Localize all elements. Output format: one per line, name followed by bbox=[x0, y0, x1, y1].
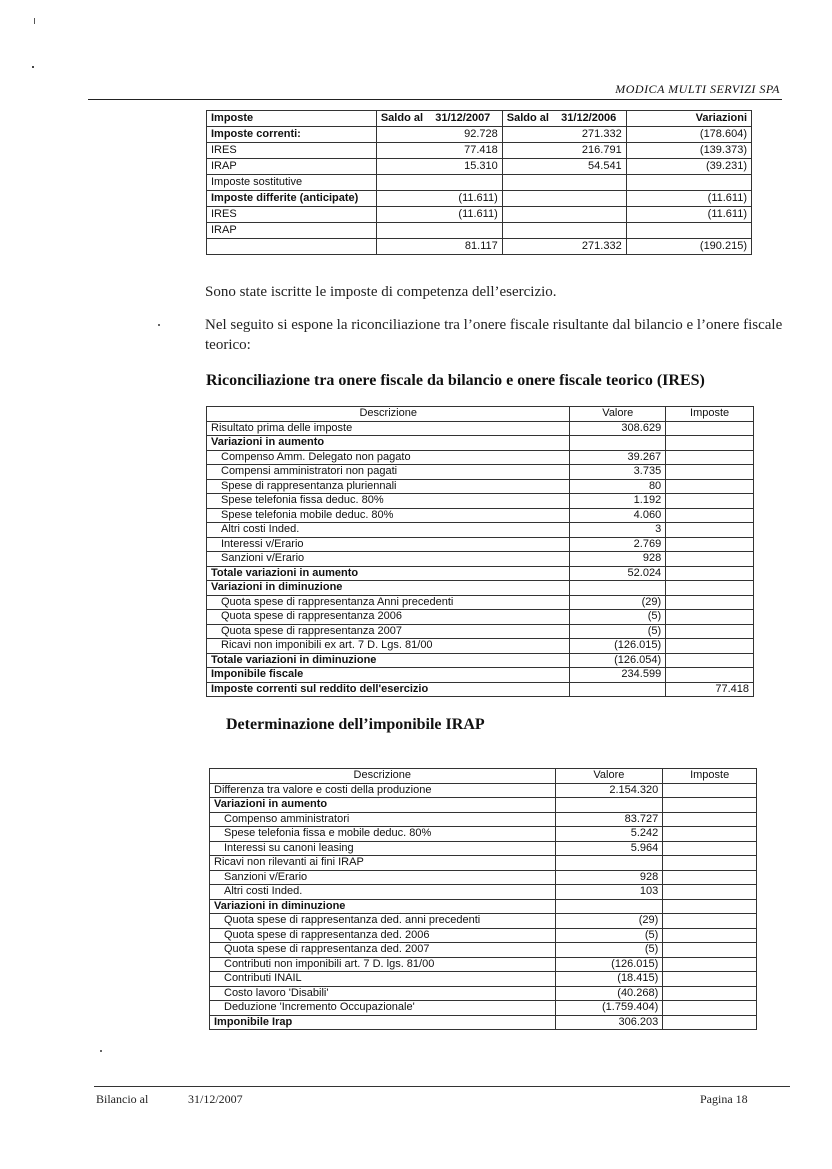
scan-mark bbox=[32, 66, 34, 68]
total-row bbox=[210, 1015, 757, 1030]
header-cell: Variazioni bbox=[626, 111, 751, 127]
header-cell: Valore bbox=[555, 769, 663, 784]
tax-cell bbox=[663, 856, 757, 871]
table-row bbox=[210, 885, 757, 900]
tax-cell bbox=[663, 1001, 757, 1016]
header-cell: Saldo al 31/12/2006 bbox=[502, 111, 626, 127]
row-label: Compenso Amm. Delegato non pagato bbox=[207, 450, 570, 465]
tax-cell bbox=[666, 436, 754, 451]
value-cell bbox=[555, 798, 663, 813]
tax-cell bbox=[666, 537, 754, 552]
table-row bbox=[207, 653, 754, 668]
row-label: Totale variazioni in diminuzione bbox=[207, 653, 570, 668]
tax-cell bbox=[666, 624, 754, 639]
value-cell: (29) bbox=[570, 595, 666, 610]
tax-cell bbox=[663, 885, 757, 900]
row-label: Imposte sostitutive bbox=[207, 175, 377, 191]
value-cell bbox=[502, 207, 626, 223]
ires-table bbox=[206, 406, 754, 697]
table-row bbox=[210, 812, 757, 827]
tax-cell bbox=[666, 450, 754, 465]
row-label: Variazioni in aumento bbox=[210, 798, 556, 813]
row-label: Imposte correnti: bbox=[207, 127, 377, 143]
table-row bbox=[210, 972, 757, 987]
value-cell: 3.735 bbox=[570, 465, 666, 480]
row-label: Ricavi non imponibili ex art. 7 D. Lgs. 81/00 bbox=[207, 639, 570, 654]
row-label: Imponibile fiscale bbox=[207, 668, 570, 683]
tax-cell bbox=[666, 581, 754, 596]
value-cell: (29) bbox=[555, 914, 663, 929]
tax-cell bbox=[663, 783, 757, 798]
header-cell: Descrizione bbox=[210, 769, 556, 784]
value-cell: (5) bbox=[555, 928, 663, 943]
value-cell: 15.310 bbox=[376, 159, 502, 175]
value-cell bbox=[502, 175, 626, 191]
value-cell: (5) bbox=[555, 943, 663, 958]
row-label: IRES bbox=[207, 207, 377, 223]
table-header-row bbox=[207, 407, 754, 422]
table-row bbox=[207, 421, 754, 436]
table-header-row bbox=[210, 769, 757, 784]
value-cell: (40.268) bbox=[555, 986, 663, 1001]
table-row bbox=[207, 436, 754, 451]
row-label: Spese telefonia fissa e mobile deduc. 80% bbox=[210, 827, 556, 842]
value-cell bbox=[555, 856, 663, 871]
table-row bbox=[210, 928, 757, 943]
table-row bbox=[210, 986, 757, 1001]
value-cell: (126.015) bbox=[555, 957, 663, 972]
table-row bbox=[207, 566, 754, 581]
value-cell bbox=[626, 175, 751, 191]
table-row bbox=[207, 175, 752, 191]
table-row bbox=[207, 127, 752, 143]
row-label: Sanzioni v/Erario bbox=[210, 870, 556, 885]
table-row bbox=[207, 639, 754, 654]
tax-cell bbox=[666, 595, 754, 610]
table-row bbox=[207, 494, 754, 509]
value-cell: 80 bbox=[570, 479, 666, 494]
value-cell: 77.418 bbox=[376, 143, 502, 159]
table-row bbox=[207, 552, 754, 567]
row-label: Quota spese di rappresentanza Anni precedenti bbox=[207, 595, 570, 610]
table-row bbox=[210, 856, 757, 871]
scan-mark bbox=[100, 1050, 102, 1052]
value-cell: 39.267 bbox=[570, 450, 666, 465]
value-cell: 83.727 bbox=[555, 812, 663, 827]
row-label: Deduzione 'Incremento Occupazionale' bbox=[210, 1001, 556, 1016]
row-label: Sanzioni v/Erario bbox=[207, 552, 570, 567]
scan-mark bbox=[34, 18, 35, 24]
table-row bbox=[210, 798, 757, 813]
value-cell bbox=[502, 191, 626, 207]
row-label: Variazioni in diminuzione bbox=[210, 899, 556, 914]
value-cell bbox=[502, 223, 626, 239]
row-label: Compensi amministratori non pagati bbox=[207, 465, 570, 480]
total-cell: (190.215) bbox=[626, 239, 751, 255]
total-row bbox=[207, 682, 754, 697]
value-cell: 54.541 bbox=[502, 159, 626, 175]
row-label: Contributi non imponibili art. 7 D. lgs. 81/00 bbox=[210, 957, 556, 972]
table-row bbox=[207, 595, 754, 610]
value-cell bbox=[376, 175, 502, 191]
table-row bbox=[207, 207, 752, 223]
tax-cell bbox=[663, 972, 757, 987]
table-row bbox=[207, 191, 752, 207]
tax-cell bbox=[663, 812, 757, 827]
row-label: Differenza tra valore e costi della produzione bbox=[210, 783, 556, 798]
table-row bbox=[207, 223, 752, 239]
row-label: Spese di rappresentanza pluriennali bbox=[207, 479, 570, 494]
table-row bbox=[210, 957, 757, 972]
value-cell: 2.154.320 bbox=[555, 783, 663, 798]
tax-cell bbox=[666, 508, 754, 523]
value-cell: 1.192 bbox=[570, 494, 666, 509]
tax-cell bbox=[663, 798, 757, 813]
table-header-row bbox=[207, 111, 752, 127]
value-cell: 928 bbox=[555, 870, 663, 885]
header-cell: Imposte bbox=[663, 769, 757, 784]
row-label: Compenso amministratori bbox=[210, 812, 556, 827]
tax-cell bbox=[666, 639, 754, 654]
table-row bbox=[207, 143, 752, 159]
value-cell: 5.964 bbox=[555, 841, 663, 856]
table-row bbox=[210, 841, 757, 856]
footer-date: 31/12/2007 bbox=[188, 1092, 243, 1106]
value-cell: 2.769 bbox=[570, 537, 666, 552]
value-cell: 52.024 bbox=[570, 566, 666, 581]
value-cell: (126.054) bbox=[570, 653, 666, 668]
value-cell bbox=[570, 682, 666, 697]
row-label: Altri costi Inded. bbox=[210, 885, 556, 900]
row-label: Quota spese di rappresentanza ded. anni precedenti bbox=[210, 914, 556, 929]
row-label: Quota spese di rappresentanza 2007 bbox=[207, 624, 570, 639]
total-row bbox=[207, 239, 752, 255]
tax-cell bbox=[663, 943, 757, 958]
table-row bbox=[207, 523, 754, 538]
row-label: Variazioni in aumento bbox=[207, 436, 570, 451]
tax-cell: 77.418 bbox=[666, 682, 754, 697]
table-row bbox=[207, 479, 754, 494]
table-row bbox=[210, 870, 757, 885]
row-label: Totale variazioni in aumento bbox=[207, 566, 570, 581]
value-cell bbox=[626, 223, 751, 239]
irap-table bbox=[209, 768, 757, 1030]
table-row bbox=[210, 899, 757, 914]
tax-cell bbox=[663, 928, 757, 943]
row-label: Imposte correnti sul reddito dell'esercizio bbox=[207, 682, 570, 697]
value-cell: (126.015) bbox=[570, 639, 666, 654]
table-row bbox=[207, 624, 754, 639]
row-label bbox=[207, 239, 377, 255]
value-cell: (11.611) bbox=[376, 191, 502, 207]
row-label: Imponibile Irap bbox=[210, 1015, 556, 1030]
row-label: Spese telefonia mobile deduc. 80% bbox=[207, 508, 570, 523]
header-cell: Descrizione bbox=[207, 407, 570, 422]
value-cell: 308.629 bbox=[570, 421, 666, 436]
paragraph: Nel seguito si espone la riconciliazione tra l’onere fiscale risultante dal bilancio e l’onere fiscale teorico: bbox=[205, 317, 783, 353]
value-cell: (1.759.404) bbox=[555, 1001, 663, 1016]
tax-cell bbox=[666, 668, 754, 683]
tax-cell bbox=[663, 914, 757, 929]
row-label: Quota spese di rappresentanza ded. 2006 bbox=[210, 928, 556, 943]
value-cell: (39.231) bbox=[626, 159, 751, 175]
value-cell: 4.060 bbox=[570, 508, 666, 523]
value-cell: 5.242 bbox=[555, 827, 663, 842]
table-row bbox=[207, 610, 754, 625]
page-number: Pagina 18 bbox=[700, 1092, 748, 1106]
tax-cell bbox=[666, 465, 754, 480]
table-row bbox=[207, 537, 754, 552]
row-label: Costo lavoro 'Disabili' bbox=[210, 986, 556, 1001]
value-cell: 928 bbox=[570, 552, 666, 567]
value-cell: 306.203 bbox=[555, 1015, 663, 1030]
value-cell: 3 bbox=[570, 523, 666, 538]
tax-cell bbox=[666, 552, 754, 567]
tax-cell bbox=[663, 1015, 757, 1030]
header-rule bbox=[88, 99, 782, 100]
value-cell: 216.791 bbox=[502, 143, 626, 159]
tax-cell bbox=[663, 827, 757, 842]
footer-rule bbox=[94, 1086, 790, 1087]
tax-cell bbox=[666, 421, 754, 436]
value-cell: 234.599 bbox=[570, 668, 666, 683]
company-name: MODICA MULTI SERVIZI SPA bbox=[615, 82, 780, 96]
value-cell bbox=[570, 581, 666, 596]
value-cell: (18.415) bbox=[555, 972, 663, 987]
header-cell: Saldo al 31/12/2007 bbox=[376, 111, 502, 127]
tax-cell bbox=[663, 957, 757, 972]
tax-cell bbox=[663, 899, 757, 914]
row-label: Spese telefonia fissa deduc. 80% bbox=[207, 494, 570, 509]
table-row bbox=[210, 914, 757, 929]
value-cell: 103 bbox=[555, 885, 663, 900]
tax-cell bbox=[666, 479, 754, 494]
value-cell bbox=[555, 899, 663, 914]
row-label: IRES bbox=[207, 143, 377, 159]
tax-cell bbox=[663, 870, 757, 885]
row-label: Quota spese di rappresentanza ded. 2007 bbox=[210, 943, 556, 958]
row-label: Contributi INAIL bbox=[210, 972, 556, 987]
value-cell: 92.728 bbox=[376, 127, 502, 143]
row-label: Imposte differite (anticipate) bbox=[207, 191, 377, 207]
footer-label: Bilancio al bbox=[96, 1092, 149, 1106]
table-row bbox=[207, 581, 754, 596]
table-row bbox=[210, 1001, 757, 1016]
row-label: Altri costi Inded. bbox=[207, 523, 570, 538]
value-cell: (5) bbox=[570, 624, 666, 639]
table-row bbox=[207, 508, 754, 523]
value-cell: 271.332 bbox=[502, 127, 626, 143]
value-cell bbox=[376, 223, 502, 239]
table-row bbox=[210, 827, 757, 842]
total-cell: 81.117 bbox=[376, 239, 502, 255]
value-cell bbox=[570, 436, 666, 451]
tax-table bbox=[206, 110, 752, 255]
value-cell: (11.611) bbox=[626, 191, 751, 207]
tax-cell bbox=[666, 610, 754, 625]
tax-cell bbox=[666, 494, 754, 509]
value-cell: (139.373) bbox=[626, 143, 751, 159]
row-label: Interessi su canoni leasing bbox=[210, 841, 556, 856]
header-cell: Valore bbox=[570, 407, 666, 422]
value-cell: (11.611) bbox=[376, 207, 502, 223]
value-cell: (178.604) bbox=[626, 127, 751, 143]
header-cell: Imposte bbox=[207, 111, 377, 127]
total-cell: 271.332 bbox=[502, 239, 626, 255]
value-cell: (11.611) bbox=[626, 207, 751, 223]
tax-cell bbox=[663, 986, 757, 1001]
row-label: Risultato prima delle imposte bbox=[207, 421, 570, 436]
paragraph: Sono state iscritte le imposte di competenza dell’esercizio. bbox=[205, 284, 557, 300]
table-row bbox=[207, 668, 754, 683]
table-row bbox=[207, 450, 754, 465]
section-title-ires: Riconciliazione tra onere fiscale da bilancio e onere fiscale teorico (IRES) bbox=[206, 372, 705, 389]
scan-mark bbox=[158, 324, 160, 326]
row-label: IRAP bbox=[207, 223, 377, 239]
row-label: IRAP bbox=[207, 159, 377, 175]
row-label: Variazioni in diminuzione bbox=[207, 581, 570, 596]
row-label: Interessi v/Erario bbox=[207, 537, 570, 552]
table-row bbox=[210, 943, 757, 958]
table-row bbox=[207, 159, 752, 175]
header-cell: Imposte bbox=[666, 407, 754, 422]
row-label: Quota spese di rappresentanza 2006 bbox=[207, 610, 570, 625]
value-cell: (5) bbox=[570, 610, 666, 625]
tax-cell bbox=[666, 566, 754, 581]
tax-cell bbox=[663, 841, 757, 856]
section-title-irap: Determinazione dell’imponibile IRAP bbox=[226, 716, 485, 733]
table-row bbox=[207, 465, 754, 480]
tax-cell bbox=[666, 653, 754, 668]
table-row bbox=[210, 783, 757, 798]
tax-cell bbox=[666, 523, 754, 538]
row-label: Ricavi non rilevanti ai fini IRAP bbox=[210, 856, 556, 871]
